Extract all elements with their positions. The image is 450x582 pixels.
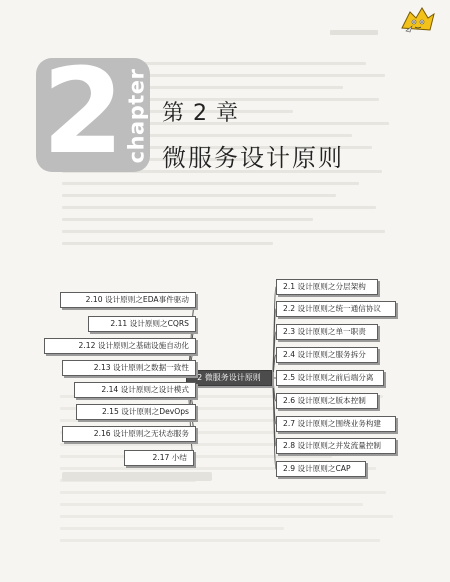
- mindmap-right-node: 2.5 设计原则之前后端分离: [276, 370, 384, 386]
- chapter-title: 微服务设计原则: [162, 144, 344, 172]
- mindmap-left-node: 2.17 小结: [124, 450, 194, 466]
- mindmap-left-node: 2.12 设计原则之基础设施自动化: [44, 338, 196, 354]
- mindmap-right-node: 2.3 设计原则之单一职责: [276, 324, 378, 340]
- mindmap-left-node: 2.13 设计原则之数据一致性: [62, 360, 196, 376]
- mindmap-right-node: 2.6 设计原则之版本控制: [276, 393, 378, 409]
- mindmap-right-node: 2.4 设计原则之服务拆分: [276, 347, 378, 363]
- mindmap-left-node: 2.15 设计原则之DevOps: [76, 404, 196, 420]
- mindmap-right-node: 2.9 设计原则之CAP: [276, 461, 366, 477]
- mindmap-left-node: 2.10 设计原则之EDA事件驱动: [60, 292, 196, 308]
- chapter-badge-word: chapter: [124, 68, 148, 164]
- mindmap-center-node: 2 微服务设计原则: [186, 370, 272, 386]
- mindmap-left-node: 2.16 设计原则之无状态服务: [62, 426, 196, 442]
- mindmap-right-node: 2.8 设计原则之并发流量控制: [276, 438, 396, 454]
- mindmap-right-node: 2.2 设计原则之统一通信协议: [276, 301, 396, 317]
- mindmap-left-node: 2.11 设计原则之CQRS: [88, 316, 196, 332]
- mindmap-right-node: 2.1 设计原则之分层架构: [276, 279, 378, 295]
- chapter-badge-number: 2: [42, 42, 125, 180]
- mindmap-right-node: 2.7 设计原则之围绕业务构建: [276, 416, 396, 432]
- chapter-number-label: 第 2 章: [162, 101, 239, 126]
- mindmap-left-node: 2.14 设计原则之设计模式: [74, 382, 196, 398]
